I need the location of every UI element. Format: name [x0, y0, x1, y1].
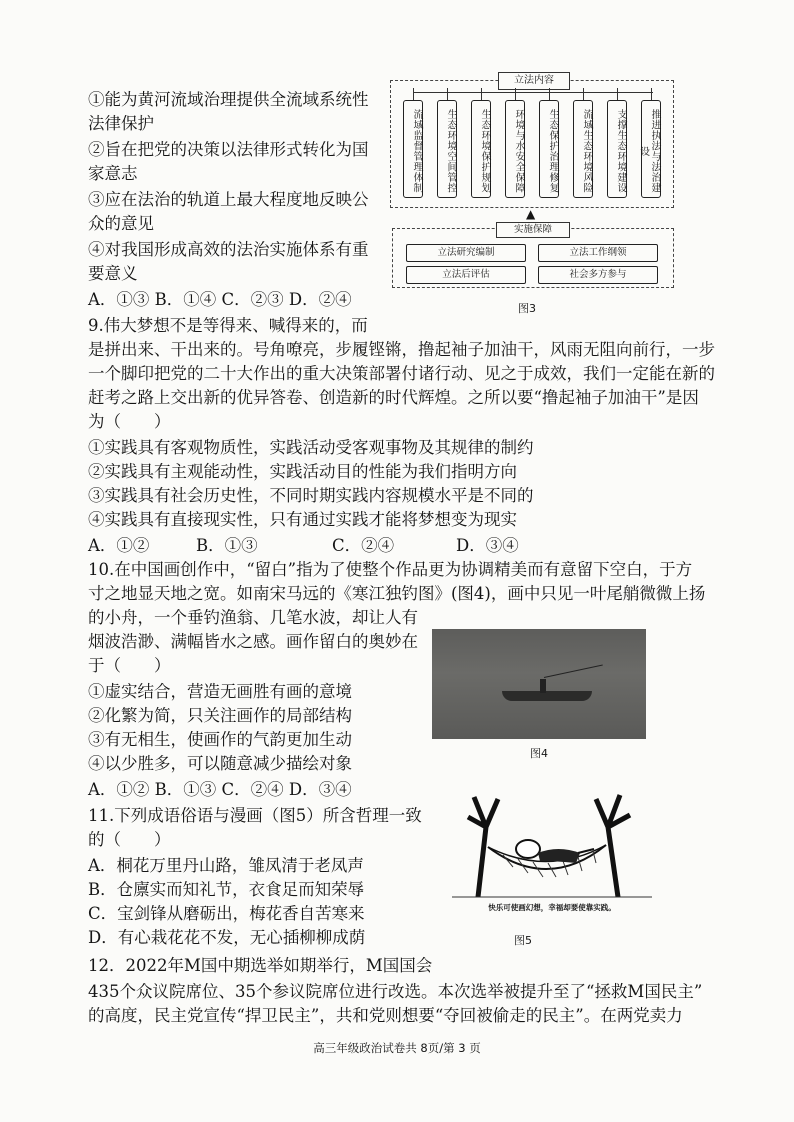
q8-option-1b: 法律保护: [88, 114, 154, 133]
q9-option-4: ④实践具有直接现实性，只有通过实践才能将梦想变为现实: [88, 510, 517, 529]
support-box-4: 社会多方参与: [538, 266, 658, 284]
connector-tick: [515, 88, 516, 100]
content-box-6: 流域生态环境风险: [573, 100, 593, 198]
q9-choice-b: B．①③: [196, 536, 258, 555]
q12-stem-1: 12．2022年M国中期选举如期举行，M国国会: [88, 956, 433, 975]
q8-option-1a: ①能为黄河流域治理提供全流域系统性: [88, 90, 369, 109]
fisherman-shape: [540, 679, 546, 693]
q11-option-d: D．有心栽花花不发，无心插柳柳成荫: [88, 928, 366, 947]
q10-stem-1: 10.在中国画创作中，“留白”指为了使整个作品更为协调精美而有意留下空白，于方: [88, 560, 693, 579]
connector-tick: [413, 88, 414, 100]
q9-stem-5: 为（ ）: [88, 412, 171, 431]
q10-option-4: ④以少胜多，可以随意减少描绘对象: [88, 754, 352, 773]
q8-option-2a: ②旨在把党的决策以法律形式转化为国: [88, 140, 369, 159]
up-arrow-icon: ▲: [526, 207, 536, 221]
connector-tick: [549, 88, 550, 100]
q9-stem-3: 一个脚印把党的二十大作出的重大决策部署付诸行动、见之于成效，我们一定能在新的: [88, 364, 715, 383]
figure-3-label: 图3: [518, 302, 536, 315]
figure-5-cartoon: [448, 787, 656, 912]
q11-option-c: C．宝剑锋从磨砺出，梅花香自苦寒来: [88, 904, 365, 923]
q10-stem-4: 烟波浩渺、满幅皆水之感。画作留白的奥妙在: [88, 632, 418, 651]
legislation-content-title: 立法内容: [498, 72, 570, 90]
figure-4-label: 图4: [530, 747, 548, 760]
q9-stem-4: 赶考之路上交出新的优异答卷、创造新的时代辉煌。之所以要“撸起袖子加油干”是因: [88, 388, 699, 407]
q9-option-1: ①实践具有客观物质性，实践活动受客观事物及其规律的制约: [88, 438, 534, 457]
q10-option-1: ①虚实结合，营造无画胜有画的意境: [88, 682, 352, 701]
connector-tick: [617, 88, 618, 100]
support-box-1: 立法研究编制: [406, 244, 526, 262]
q8-option-4a: ④对我国形成高效的法治实施体系有重: [88, 240, 369, 259]
q8-option-2b: 家意志: [88, 164, 138, 183]
q12-stem-2: 435个众议院席位、35个参议院席位进行改选。本次选举被提升至了“拯救M国民主”: [88, 982, 703, 1001]
q10-option-2: ②化繁为简，只关注画作的局部结构: [88, 706, 352, 725]
q11-option-b: B．仓廪实而知礼节，衣食足而知荣辱: [88, 880, 365, 899]
content-box-3: 生态环境保护规划: [471, 100, 491, 198]
content-box-5: 生态保护治理修复: [539, 100, 559, 198]
figure-3-diagram: [388, 70, 678, 290]
q9-option-3: ③实践具有社会历史性，不同时期实践内容规模水平是不同的: [88, 486, 534, 505]
q9-stem-2: 是拼出来、干出来的。号角嘹亮，步履铿锵，撸起袖子加油干，风雨无阻向前行，一步: [88, 340, 715, 359]
content-box-2: 生态环境空间管控: [437, 100, 457, 198]
page-footer: 高三年级政治试卷共 8页/第 3 页: [313, 1041, 481, 1055]
legislation-content-frame: [390, 80, 674, 208]
content-box-7: 支撑生态环境建设: [607, 100, 627, 198]
q11-option-a: A．桐花万里丹山路，雏凤清于老凤声: [88, 856, 364, 875]
q11-stem-2: 的（ ）: [88, 830, 171, 849]
content-box-1: 流域监督管理体制: [403, 100, 423, 198]
connector-tick: [651, 88, 652, 100]
q11-stem-1: 11.下列成语俗语与漫画（图5）所含哲理一致: [88, 806, 422, 825]
content-box-4: 环境与水安全保障: [505, 100, 525, 198]
q10-stem-5: 于（ ）: [88, 656, 171, 675]
content-box-8: 推进执法与法治建设: [641, 100, 661, 198]
q10-stem-3: 的小舟，一个垂钓渔翁、几笔水波，却让人有: [88, 608, 418, 627]
q9-choice-c: C．②④: [332, 536, 395, 555]
q9-option-2: ②实践具有主观能动性，实践活动目的性能为我们指明方向: [88, 462, 517, 481]
q8-option-4b: 要意义: [88, 264, 138, 283]
connector-tick: [447, 88, 448, 100]
q8-option-3a: ③应在法治的轨道上最大程度地反映公: [88, 190, 369, 209]
boat-shape: [502, 691, 592, 701]
q10-stem-2: 寸之地显天地之宽。如南宋马远的《寒江独钓图》(图4)，画中只见一叶尾艄微微上扬: [88, 584, 706, 603]
support-box-2: 立法工作纲领: [538, 244, 658, 262]
figure-5-label: 图5: [514, 934, 532, 947]
connector-tick: [481, 88, 482, 100]
connector-tick: [583, 88, 584, 100]
q8-choices: A．①③ B．①④ C．②③ D．②④: [88, 290, 352, 309]
q10-option-3: ③有无相生，使画作的气韵更加生动: [88, 730, 352, 749]
q9-choice-d: D．③④: [456, 536, 519, 555]
q9-choice-a: A．①②: [88, 536, 150, 555]
q8-option-3b: 众的意见: [88, 214, 154, 233]
q9-stem-1: 9.伟大梦想不是等得来、喊得来的，而: [88, 316, 368, 335]
fishing-rod-shape: [544, 665, 603, 678]
hammock-illustration: [448, 787, 656, 899]
q10-choices: A．①② B．①③ C．②④ D．③④: [88, 780, 352, 799]
support-box-3: 立法后评估: [406, 266, 526, 284]
support-title: 实施保障: [496, 222, 570, 238]
figure-5-caption: 快乐可使画幻想，幸福却要使靠实践。: [488, 903, 616, 912]
figure-4-painting: [432, 629, 646, 739]
q12-stem-3: 的高度，民主党宣传“捍卫民主”，共和党则想要“夺回被偷走的民主”。在两党卖力: [88, 1006, 683, 1025]
